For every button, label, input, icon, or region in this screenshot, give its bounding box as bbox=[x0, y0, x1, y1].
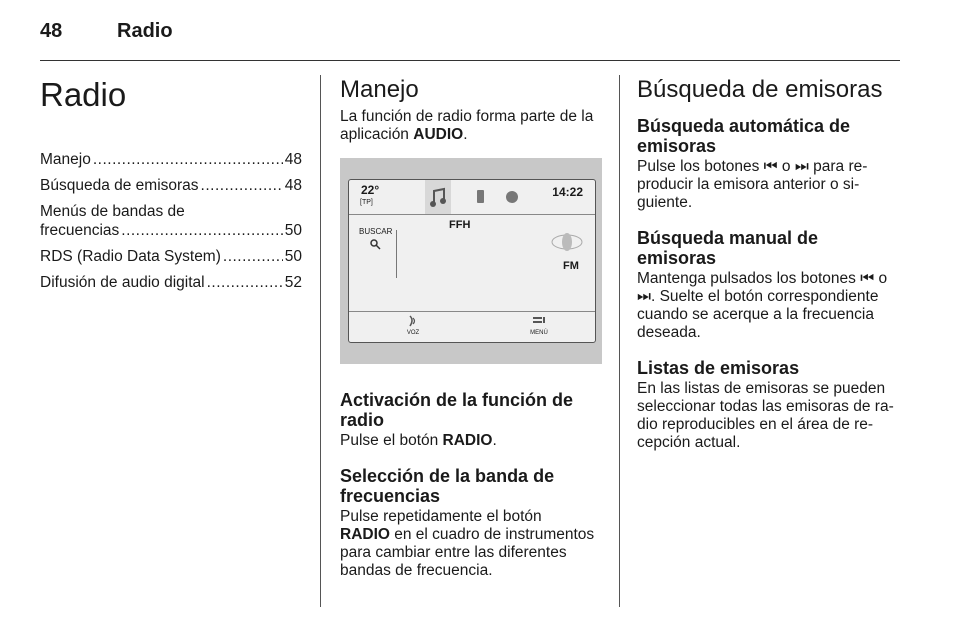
navigation-icon bbox=[499, 180, 525, 214]
operation-column bbox=[340, 72, 602, 596]
toc-item[interactable] bbox=[40, 176, 302, 195]
screen-menu-label: MENÚ bbox=[530, 330, 548, 336]
screen-bottom-bar bbox=[349, 311, 595, 342]
toc-item-text-line1: Menús de bandas de bbox=[40, 203, 185, 220]
toc-item[interactable] bbox=[40, 150, 302, 169]
search-column bbox=[637, 72, 901, 468]
toc-item-page: 48 bbox=[284, 177, 302, 194]
toc-item[interactable] bbox=[40, 247, 302, 266]
toc-item-text: RDS (Radio Data System) bbox=[40, 248, 221, 265]
heading-auto-search: Búsqueda automática de emisoras bbox=[637, 116, 851, 156]
toc-leader bbox=[223, 247, 283, 266]
seek-forward-icon: ⏭ bbox=[794, 158, 809, 175]
manual-search-paragraph: Mantenga pulsados los botones ⏮ o ⏭. Suelte el botón correspondiente cuando se acerque a la frecuencia deseada. bbox=[637, 270, 888, 341]
voice-icon bbox=[403, 314, 423, 336]
music-note-icon bbox=[425, 180, 451, 214]
toc-item-text: Manejo bbox=[40, 151, 91, 168]
toc-item[interactable] bbox=[40, 273, 302, 292]
section-heading-search: Búsqueda de emisoras bbox=[637, 76, 883, 103]
heading-band-selection: Selección de la banda de frecuencias bbox=[340, 466, 555, 506]
intro-paragraph: La función de radio forma parte de la aplicación AUDIO. bbox=[340, 108, 594, 143]
auto-search-paragraph: Pulse los botones ⏮ o ⏭ para re-producir la emisora anterior o si-guiente. bbox=[637, 158, 868, 211]
band-paragraph: Pulse repetidamente el botón RADIO en el cuadro de instrumentos para cambiar entre las diferentes bandas de frecuencia. bbox=[340, 508, 595, 579]
toc-item-text: Búsqueda de emisoras bbox=[40, 177, 199, 194]
screen-status-bar bbox=[349, 180, 595, 215]
column-divider bbox=[619, 75, 620, 607]
screen-divider bbox=[396, 230, 397, 278]
toc-leader bbox=[93, 150, 283, 169]
screen-station-name: FFH bbox=[449, 219, 471, 231]
seek-back-icon: ⏮ bbox=[860, 270, 875, 287]
seek-back-icon: ⏮ bbox=[763, 158, 778, 175]
toc-column bbox=[40, 72, 302, 299]
chapter-title: Radio bbox=[40, 76, 127, 113]
header-rule bbox=[40, 60, 900, 61]
toc-item-page: 50 bbox=[284, 222, 302, 239]
seek-forward-icon: ⏭ bbox=[637, 288, 651, 305]
page-number: 48 bbox=[40, 20, 63, 42]
toc-item-page: 48 bbox=[284, 151, 302, 168]
screen-search-label: BUSCAR bbox=[359, 227, 393, 236]
toc-leader bbox=[201, 176, 283, 195]
toc-leader bbox=[207, 273, 283, 292]
menu-icon bbox=[527, 314, 551, 336]
heading-manual-search: Búsqueda manual de emisoras bbox=[637, 228, 819, 268]
toc-item[interactable] bbox=[40, 202, 302, 240]
running-header: Radio bbox=[117, 20, 173, 42]
tuner-dial-icon bbox=[549, 224, 585, 260]
screen-voice-label: VOZ bbox=[406, 330, 420, 336]
station-lists-paragraph: En las listas de emisoras se pueden seleccionar todas las emisoras de ra-dio reproducibles en el área de re-cepción actual. bbox=[637, 380, 894, 451]
toc-item-text: frecuencias bbox=[40, 222, 120, 239]
heading-station-lists: Listas de emisoras bbox=[637, 358, 800, 378]
activation-paragraph: Pulse el botón RADIO. bbox=[340, 432, 497, 449]
screen-tp: [TP] bbox=[360, 199, 373, 206]
heading-radio-activation: Activación de la función de radio bbox=[340, 390, 574, 430]
radio-screen-illustration bbox=[340, 158, 602, 364]
search-icon bbox=[369, 238, 381, 253]
section-heading-manejo: Manejo bbox=[340, 76, 419, 103]
column-divider bbox=[320, 75, 321, 607]
toc-leader bbox=[121, 221, 282, 240]
phone-icon bbox=[467, 180, 493, 214]
toc-item-page: 50 bbox=[284, 248, 302, 265]
screen-band: FM bbox=[563, 260, 579, 272]
screen-temperature: 22° bbox=[361, 183, 380, 197]
screen-clock: 14:22 bbox=[552, 185, 583, 199]
toc-item-text: Difusión de audio digital bbox=[40, 274, 205, 291]
screen-display bbox=[348, 179, 596, 343]
toc-item-page: 52 bbox=[284, 274, 302, 291]
